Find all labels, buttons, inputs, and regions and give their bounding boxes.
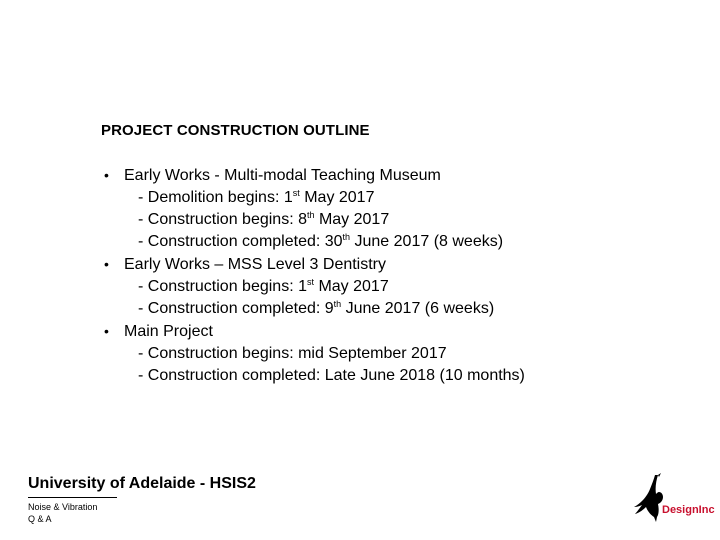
bullet-heading: Early Works - Multi-modal Teaching Museum [124,167,441,184]
bullet-icon: • [104,256,109,272]
sub-item: - Construction completed: Late June 2018 (10 months) [138,367,525,384]
list-item [104,320,664,343]
construction-outline [104,164,664,387]
footer-title: University of Adelaide - HSIS2 [28,475,256,492]
sub-item: - Demolition begins: 1st May 2017 [138,188,375,206]
sub-item: - Construction begins: 1st May 2017 [138,277,389,295]
logo-text: DesignInc [662,504,715,516]
outline-section [104,164,664,253]
sub-item: - Construction begins: 8th May 2017 [138,210,390,228]
bullet-heading: Early Works – MSS Level 3 Dentistry [124,256,387,273]
footer-divider [28,497,117,498]
sub-item: - Construction begins: mid September 2017 [138,345,447,362]
list-item [104,253,664,276]
outline-section [104,253,664,320]
footer-subtitle: Q & A [28,514,52,524]
list-item [104,164,664,187]
bullet-heading: Main Project [124,323,213,340]
outline-section [104,320,664,387]
sub-item: - Construction completed: 9th June 2017 (6 weeks) [138,299,495,317]
slide-title: PROJECT CONSTRUCTION OUTLINE [101,122,370,139]
footer-subtitle: Noise & Vibration [28,502,98,512]
bullet-icon: • [104,167,109,183]
sub-item: - Construction completed: 30th June 2017 (8 weeks) [138,232,504,250]
bullet-icon: • [104,323,109,339]
